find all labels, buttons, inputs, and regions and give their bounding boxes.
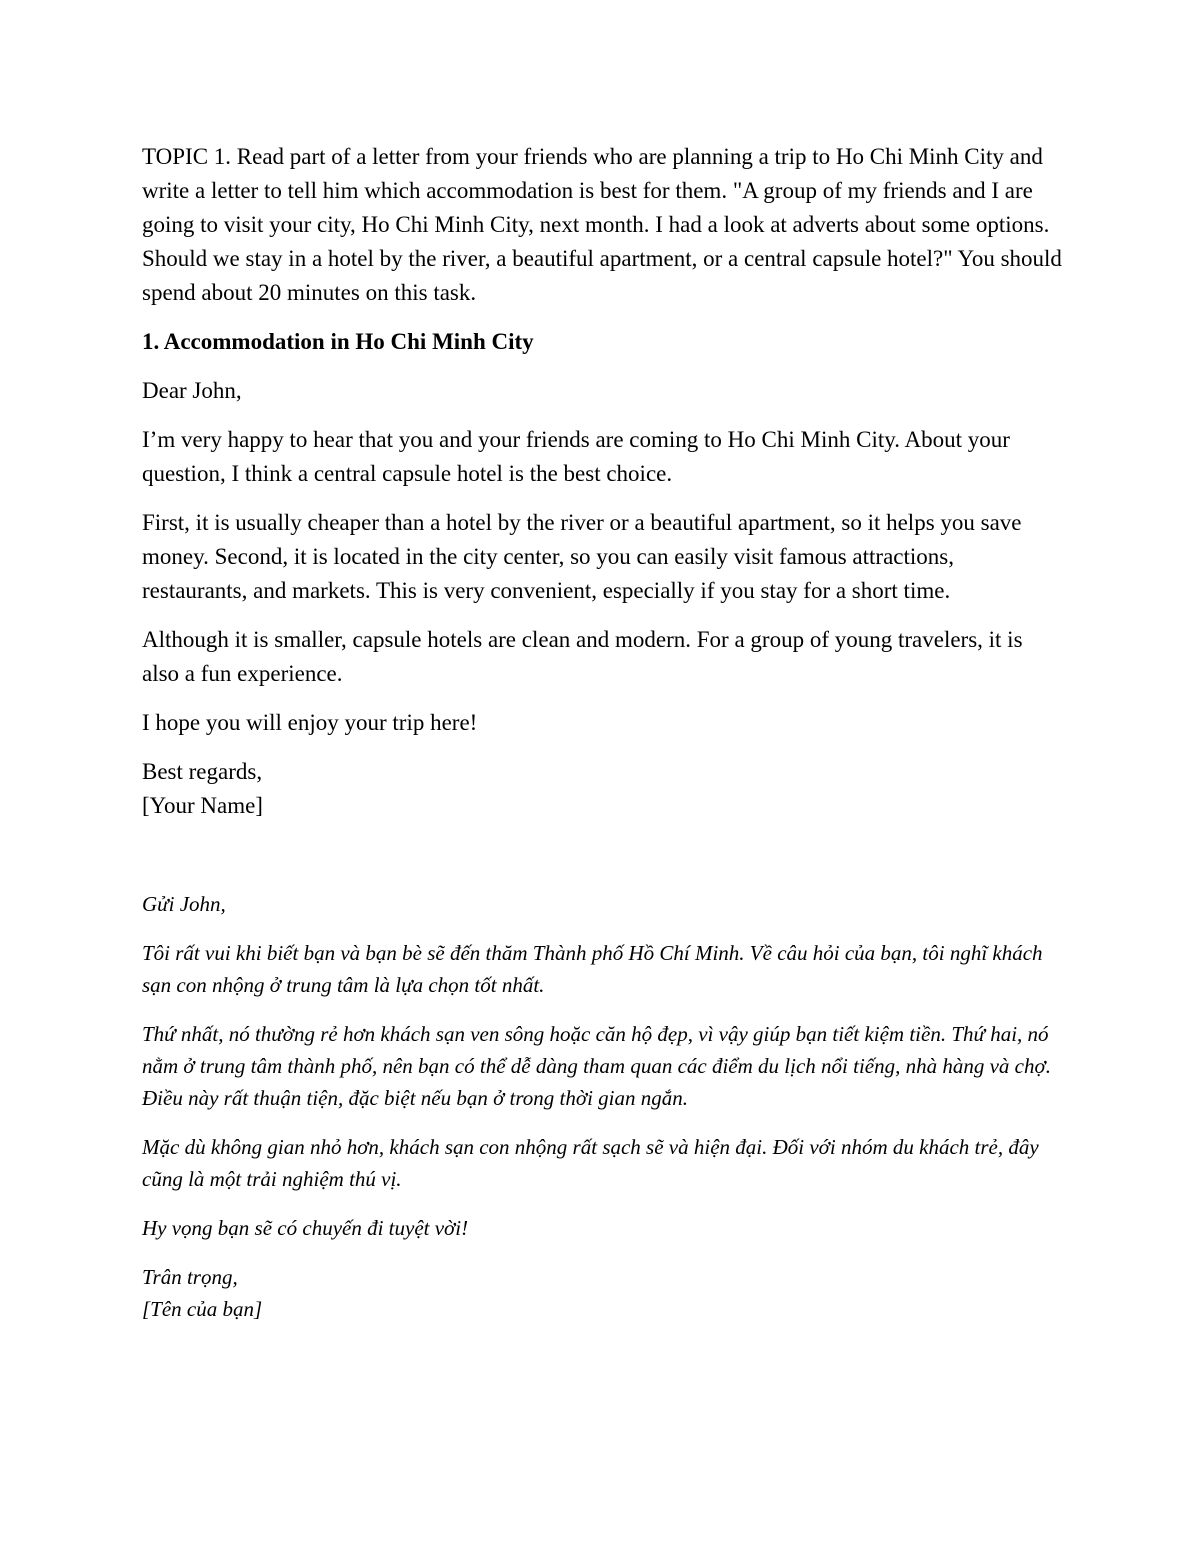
english-greeting: Dear John, [142, 378, 242, 403]
vietnamese-signature: [Tên của bạn] [142, 1297, 263, 1321]
vietnamese-signoff [142, 1261, 1062, 1325]
english-paragraph-1: I’m very happy to hear that you and your friends are coming to Ho Chi Minh City. About your question, I think a central capsule hotel is the best choice. [142, 427, 1010, 486]
vietnamese-letter [142, 888, 1062, 1325]
topic-paragraph: TOPIC 1. Read part of a letter from your friends who are planning a trip to Ho Chi Minh City and write a letter to tell him which accommodation is best for them. "A group of my friends and I are going to visit your city, Ho Chi Minh City, next month. I had a look at adverts about some options. Should we stay in a hotel by the river, a beautiful apartment, or a central capsule hotel?" You should spend about 20 minutes on this task. [142, 144, 1062, 305]
english-paragraph-2: First, it is usually cheaper than a hotel by the river or a beautiful apartment, so it helps you save money. Second, it is located in the city center, so you can easily visit famous attractions, restaurants, and markets. This is very convenient, especially if you stay for a short time. [142, 510, 1022, 603]
section-heading: 1. Accommodation in Ho Chi Minh City [142, 329, 534, 354]
english-letter [142, 374, 1062, 823]
vietnamese-closing: Trân trọng, [142, 1265, 238, 1289]
english-signoff [142, 755, 1062, 823]
vietnamese-greeting: Gửi John, [142, 892, 226, 916]
vietnamese-paragraph-2: Thứ nhất, nó thường rẻ hơn khách sạn ven sông hoặc căn hộ đẹp, vì vậy giúp bạn tiết kiệm tiền. Thứ hai, nó nằm ở trung tâm thành phố, nên bạn có thể dễ dàng tham quan các điểm du lịch nổi tiếng, nhà hàng và chợ. Điều này rất thuận tiện, đặc biệt nếu bạn ở trong thời gian ngắn. [142, 1022, 1051, 1110]
document-page [142, 140, 1062, 1342]
vietnamese-paragraph-4: Hy vọng bạn sẽ có chuyến đi tuyệt vời! [142, 1216, 469, 1240]
english-closing: Best regards, [142, 759, 263, 784]
english-paragraph-3: Although it is smaller, capsule hotels are clean and modern. For a group of young travelers, it is also a fun experience. [142, 627, 1023, 686]
english-paragraph-4: I hope you will enjoy your trip here! [142, 710, 478, 735]
vietnamese-paragraph-3: Mặc dù không gian nhỏ hơn, khách sạn con nhộng rất sạch sẽ và hiện đại. Đối với nhóm du khách trẻ, đây cũng là một trải nghiệm thú vị. [142, 1135, 1039, 1191]
vietnamese-paragraph-1: Tôi rất vui khi biết bạn và bạn bè sẽ đến thăm Thành phố Hồ Chí Minh. Về câu hỏi của bạn, tôi nghĩ khách sạn con nhộng ở trung tâm là lựa chọn tốt nhất. [142, 941, 1043, 997]
english-signature: [Your Name] [142, 793, 263, 818]
